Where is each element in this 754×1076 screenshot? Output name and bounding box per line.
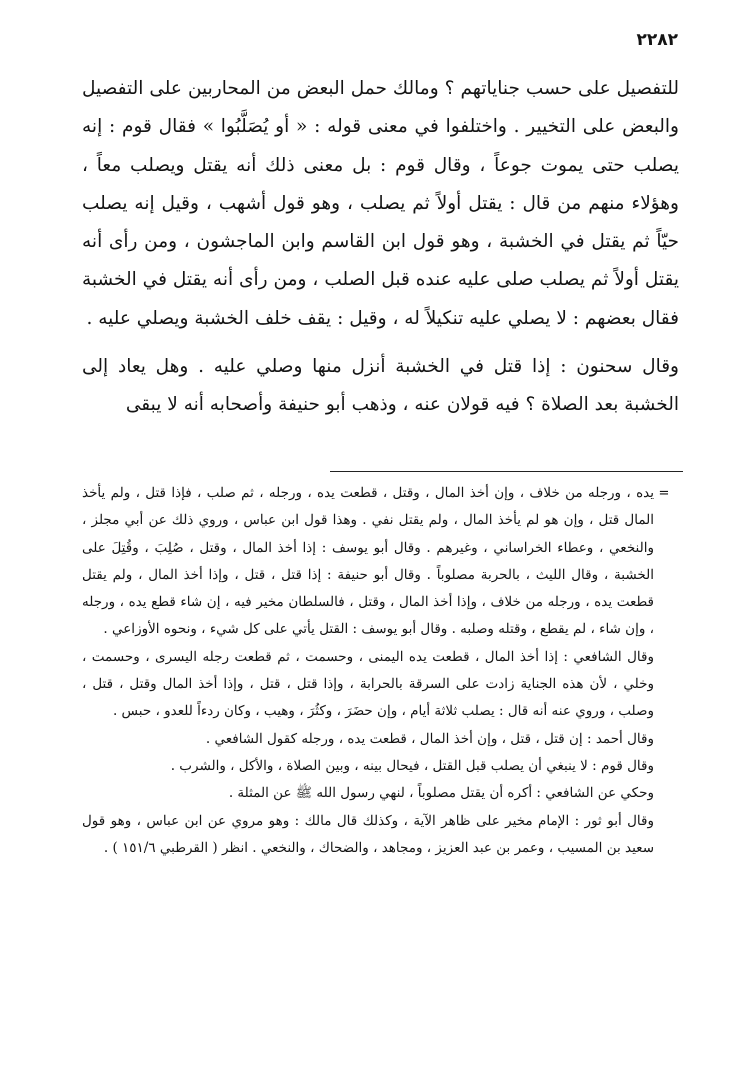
footnote-paragraph: وقال أحمد : إن قتل ، قتل ، وإن أخذ المال ، قطعت يده ، ورجله كقول الشافعي . xyxy=(205,730,654,747)
footnote-continuation-marker: = xyxy=(658,486,670,501)
main-paragraph: للتفصيل على حسب جناياتهم ؟ ومالك حمل البعض من المحاربين على التفصيل والبعض على التخيير . واختلفوا في معنى قوله : « أو يُصَلَّبُوا » فقال قوم : إنه يصلب حتى يموت جوعاً ، وقال قوم : بل معنى ذلك أنه يقتل ويصلب معاً ، وهؤلاء منهم من قال : يقتل أولاً ثم يصلب ، وهو قول أشهب ، وقيل إنه يصلب حيّاً ثم يقتل في الخشبة ، وهو قول ابن القاسم وابن الماجشون ، ومن رأى أنه يقتل أولاً ثم يصلب صلى عليه عنده قبل الصلب ، ومن رأى أنه يقتل في الخشبة فقال بعضهم : لا يصلي عليه تنكيلاً له ، وقيل : يقف خلف الخشبة ويصلي عليه . xyxy=(82,78,679,329)
footnote-divider xyxy=(330,471,683,472)
footnote-paragraph: يده ، ورجله من خلاف ، وإن أخذ المال ، وقتل ، قطعت يده ، ورجله ، ثم صلب ، فإذا قتل ، ولم يأخذ المال قتل ، وإن هو لم يأخذ المال ، ولم يقتل نفي . وهذا قول ابن عباس ، وروي ذلك عن أبي مجلز ، والنخعي ، وعطاء الخراساني ، وغيرهم . وقال أبو يوسف : إذا أخذ المال ، وقتل ، صُلِبَ ، وقُتِلَ على الخشبة ، وقال الليث ، بالحربة مصلوباً . وقال أبو حنيفة : إذا قتل ، قتل ، وإذا أخذ المال ، ولم يقتل قطعت يده ، ورجله من خلاف ، وإذا أخذ المال ، وقتل ، فالسلطان مخير فيه ، إن شاء قطع يده ، ورجله ، وإن شاء ، لم يقطع ، وقتله وصلبه . وقال أبو يوسف : القتل يأتي على كل شيء ، ونحوه الأوزاعي . xyxy=(82,485,654,638)
footnote-paragraph: وحكي عن الشافعي : أكره أن يقتل مصلوباً ، لنهي رسول الله ﷺ عن المثلة . xyxy=(228,785,654,802)
footnote-paragraph: وقال قوم : لا ينبغي أن يصلب قبل القتل ، فيحال بينه ، وبين الصلاة ، والأكل ، والشرب . xyxy=(170,757,654,774)
footnote-paragraph: وقال الشافعي : إذا أخذ المال ، قطعت يده اليمنى ، وحسمت ، ثم قطعت رجله اليسرى ، وحسمت ، وخلي ، لأن هذه الجناية زادت على السرقة بالحرابة ، وإذا قتل ، قتل ، وإذا أخذ المال وقتل ، قتل ، وصلب ، وروي عنه أنه قال : يصلب ثلاثة أيام ، وإن حضَرَ ، وكثُرَ ، وهيب ، وكان ردءاً للعدو ، حبس . xyxy=(82,648,654,720)
footnote-paragraph: وقال أبو ثور : الإمام مخير على ظاهر الآية ، وكذلك قال مالك : وهو مروي عن ابن عباس ، وهو قول سعيد بن المسيب ، وعمر بن عبد العزيز ، ومجاهد ، والضحاك ، والنخعي . انظر ( القرطبي ١٥١/٦ ) . xyxy=(82,812,654,856)
page-number: ٢٢٨٢ xyxy=(636,30,678,50)
footnote-block xyxy=(82,480,654,862)
main-paragraph: وقال سحنون : إذا قتل في الخشبة أنزل منها وصلي عليه . وهل يعاد إلى الخشبة بعد الصلاة ؟ فيه قولان عنه ، وذهب أبو حنيفة وأصحابه أنه لا يبقى xyxy=(82,356,679,416)
main-text xyxy=(82,70,679,425)
